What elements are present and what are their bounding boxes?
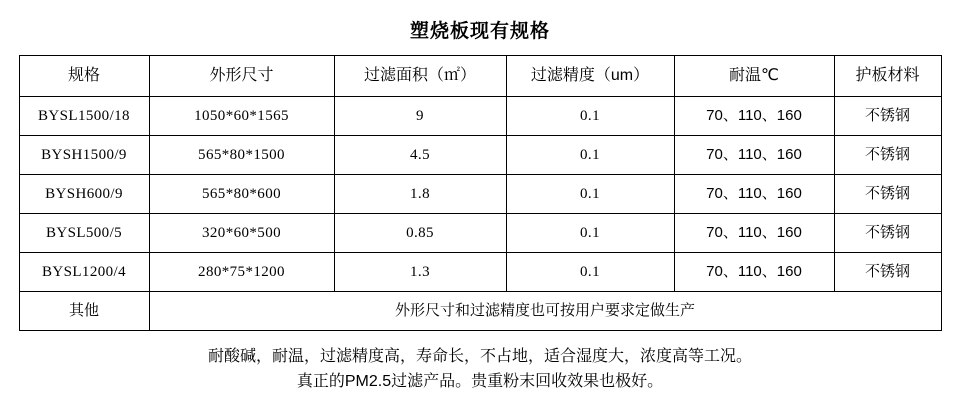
cell-temperature: 70、110、160	[674, 253, 834, 292]
table-row	[19, 97, 941, 136]
cell-spec: BYSL500/5	[19, 214, 149, 253]
cell-temperature: 70、110、160	[674, 97, 834, 136]
cell-spec: BYSH600/9	[19, 175, 149, 214]
footer-line-2: 真正的PM2.5过滤产品。贵重粉末回收效果也极好。	[296, 372, 664, 390]
table-row	[19, 214, 941, 253]
cell-temperature: 70、110、160	[674, 175, 834, 214]
footer-line-1: 耐酸碱，耐温，过滤精度高，寿命长，不占地，适合湿度大，浓度高等工况。	[207, 348, 752, 365]
cell-precision: 0.1	[506, 175, 674, 214]
cell-dimensions: 320*60*500	[149, 214, 334, 253]
cell-dimensions: 565*80*1500	[149, 136, 334, 175]
cell-other-note: 外形尺寸和过滤精度也可按用户要求定做生产	[149, 292, 941, 331]
table-header-row	[19, 56, 941, 97]
cell-material: 不锈钢	[834, 253, 941, 292]
cell-precision: 0.1	[506, 97, 674, 136]
column-header-spec: 规格	[19, 56, 149, 97]
cell-material: 不锈钢	[834, 214, 941, 253]
footer-notes	[0, 345, 960, 395]
column-header-area: 过滤面积（㎡）	[334, 56, 506, 97]
cell-temperature: 70、110、160	[674, 136, 834, 175]
column-header-dimensions: 外形尺寸	[149, 56, 334, 97]
cell-material: 不锈钢	[834, 97, 941, 136]
cell-dimensions: 280*75*1200	[149, 253, 334, 292]
cell-area: 4.5	[334, 136, 506, 175]
cell-temperature: 70、110、160	[674, 214, 834, 253]
column-header-material: 护板材料	[834, 56, 941, 97]
cell-area: 0.85	[334, 214, 506, 253]
cell-spec: BYSL1500/18	[19, 97, 149, 136]
cell-other-label: 其他	[19, 292, 149, 331]
table-header	[19, 56, 941, 97]
cell-spec: BYSL1200/4	[19, 253, 149, 292]
cell-material: 不锈钢	[834, 175, 941, 214]
cell-precision: 0.1	[506, 214, 674, 253]
cell-dimensions: 565*80*600	[149, 175, 334, 214]
page-title: 塑烧板现有规格	[409, 21, 550, 42]
column-header-precision: 过滤精度（um）	[506, 56, 674, 97]
cell-precision: 0.1	[506, 253, 674, 292]
cell-area: 1.8	[334, 175, 506, 214]
cell-area: 1.3	[334, 253, 506, 292]
cell-spec: BYSH1500/9	[19, 136, 149, 175]
cell-precision: 0.1	[506, 136, 674, 175]
table-body	[19, 97, 941, 331]
table-row	[19, 136, 941, 175]
table-row	[19, 253, 941, 292]
specifications-table	[19, 55, 942, 331]
cell-dimensions: 1050*60*1565	[149, 97, 334, 136]
column-header-temperature: 耐温℃	[674, 56, 834, 97]
cell-material: 不锈钢	[834, 136, 941, 175]
cell-area: 9	[334, 97, 506, 136]
table-row	[19, 175, 941, 214]
table-row-other	[19, 292, 941, 331]
